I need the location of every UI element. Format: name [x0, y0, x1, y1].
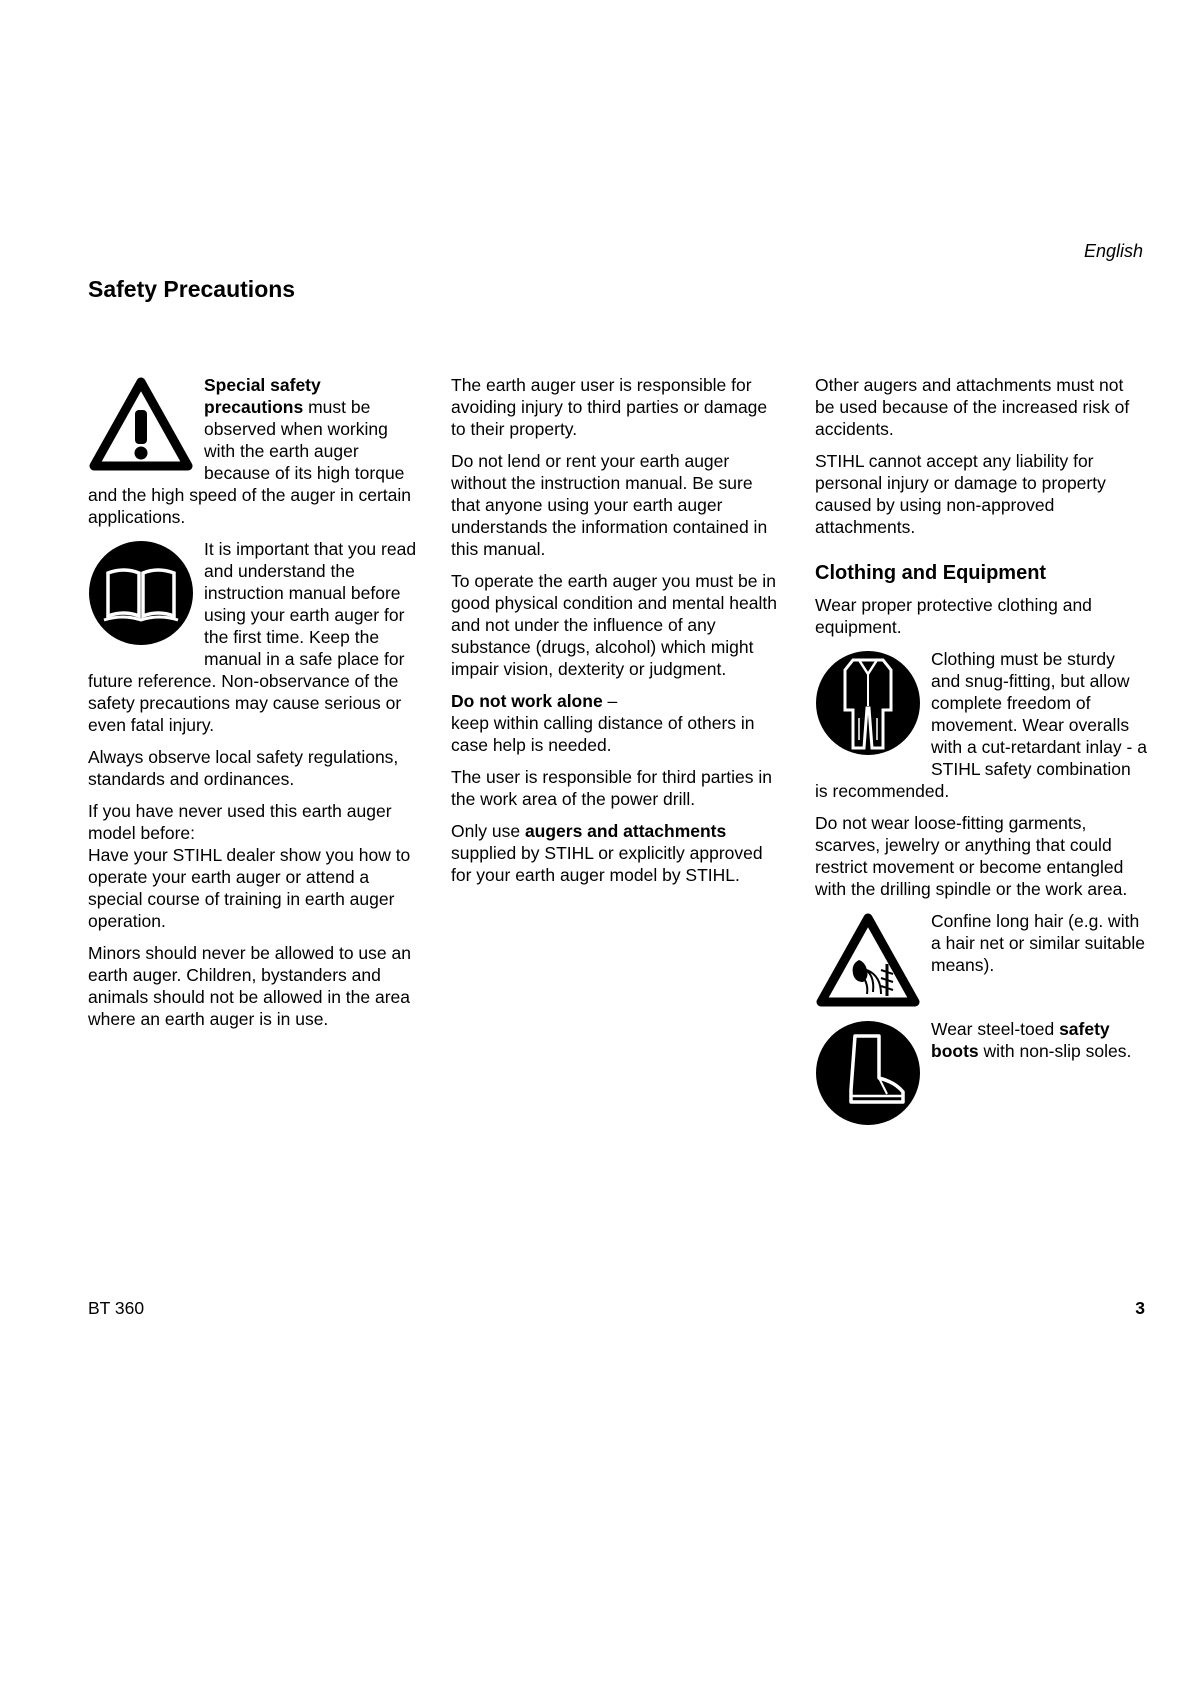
- minors-paragraph: Minors should never be allowed to use an earth auger. Children, bystanders and animals should not be allowed in the area where an earth auger is in use.: [88, 943, 411, 1029]
- long-hair-paragraph: [815, 910, 1147, 1008]
- warning-triangle-icon: [88, 376, 194, 474]
- approved-augers-text: supplied by STIHL or explicitly approved for your earth auger model by STIHL.: [451, 843, 763, 885]
- local-regulations-paragraph: Always observe local safety regulations, standards and ordinances.: [88, 747, 399, 789]
- special-precautions-paragraph: [88, 374, 420, 528]
- approved-augers-bold: augers and attachments: [524, 821, 727, 841]
- instruction-manual-icon: [88, 540, 194, 646]
- column-2: [451, 374, 783, 896]
- read-manual-text: It is important that you read and understand the instruction manual before using your earth auger for the first time. Keep the manual in a safe place for future reference. Non-observance of the safety precautions may cause serious or even fatal injury.: [88, 539, 417, 735]
- long-hair-text: Confine long hair (e.g. with a hair net or similar suitable means).: [931, 911, 1145, 975]
- third-parties-paragraph: The earth auger user is responsible for avoiding injury to third parties or damage to their property.: [451, 375, 768, 439]
- column-1: [88, 374, 420, 1040]
- column-3: [815, 374, 1147, 1132]
- liability-paragraph: STIHL cannot accept any liability for personal injury or damage to property caused by using non-approved attachments.: [815, 451, 1106, 537]
- work-alone-dash: –: [602, 691, 618, 711]
- read-manual-paragraph: [88, 538, 420, 736]
- safety-boots-text: with non-slip soles.: [978, 1041, 1132, 1061]
- model-label: BT 360: [88, 1298, 145, 1318]
- sturdy-clothing-paragraph: [815, 648, 1147, 802]
- training-text: Have your STIHL dealer show you how to operate your earth auger or attend a special course of training in earth auger operation.: [88, 845, 411, 931]
- physical-condition-paragraph: To operate the earth auger you must be in good physical condition and mental health and not under the influence of any substance (drugs, alcohol) which might impair vision, dexterity or judgment.: [451, 571, 777, 679]
- training-intro: If you have never used this earth auger model before:: [88, 801, 392, 843]
- special-precautions-text: must be observed when working with the earth auger because of its high torque and the high speed of the auger in certain applications.: [88, 397, 412, 527]
- work-area-paragraph: The user is responsible for third parties in the work area of the power drill.: [451, 767, 772, 809]
- lend-rent-paragraph: Do not lend or rent your earth auger without the instruction manual. Be sure that anyone using your earth auger understands the information contained in this manual.: [451, 451, 768, 559]
- safety-boots-icon: [815, 1020, 921, 1126]
- page-number: 3: [1135, 1298, 1145, 1318]
- loose-garments-paragraph: Do not wear loose-fitting garments, scarves, jewelry or anything that could restrict movement or become entangled with the drilling spindle or the work area.: [815, 813, 1128, 899]
- protective-clothing-icon: [815, 650, 921, 756]
- training-paragraph: [88, 800, 420, 932]
- page-title: Safety Precautions: [88, 276, 296, 302]
- language-label: English: [1083, 241, 1143, 261]
- safety-boots-paragraph: [815, 1018, 1147, 1062]
- safety-boots-lead: Wear steel-toed: [931, 1019, 1060, 1039]
- approved-augers-paragraph: [451, 820, 783, 886]
- long-hair-hazard-icon: [815, 912, 921, 1008]
- work-alone-text: keep within calling distance of others in case help is needed.: [451, 713, 755, 755]
- approved-augers-lead: Only use: [451, 821, 525, 841]
- special-precautions-bold: Special safety precautions: [204, 375, 321, 417]
- clothing-subtitle: Clothing and Equipment: [815, 562, 1047, 584]
- work-alone-bold: Do not work alone: [451, 691, 603, 711]
- protective-clothing-paragraph: Wear proper protective clothing and equipment.: [815, 595, 1092, 637]
- sturdy-clothing-text: Clothing must be sturdy and snug-fitting, but allow complete freedom of movement. Wear overalls with a cut-retardant inlay - a STIHL safety combination is recommended.: [815, 649, 1147, 801]
- other-augers-paragraph: Other augers and attachments must not be used because of the increased risk of accidents.: [815, 375, 1130, 439]
- work-alone-paragraph: [451, 690, 783, 756]
- safety-boots-bold: safety boots: [931, 1019, 1110, 1061]
